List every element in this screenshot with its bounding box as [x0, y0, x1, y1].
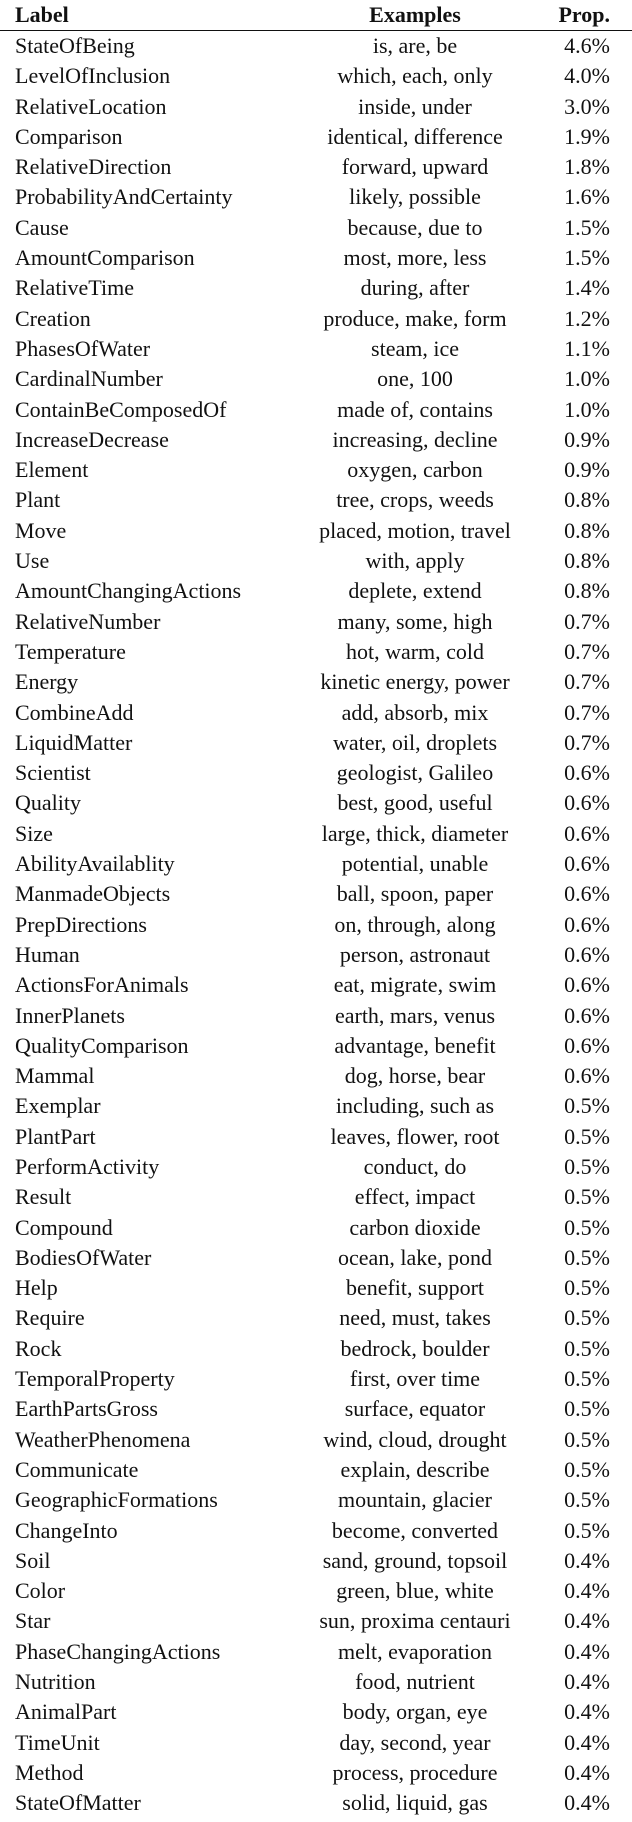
- table-row: [0, 546, 632, 576]
- table-row: [0, 31, 632, 62]
- cell-prop: 4.6%: [564, 33, 610, 58]
- table-row: [0, 1273, 632, 1303]
- cell-prop: 1.1%: [564, 335, 610, 361]
- cell-label: Result: [15, 1184, 72, 1210]
- cell-prop: 0.6%: [564, 972, 610, 998]
- cell-prop: 0.6%: [564, 1063, 610, 1089]
- cell-label: CombineAdd: [15, 699, 134, 725]
- cell-label: Require: [15, 1305, 85, 1331]
- cell-label: Compound: [15, 1214, 113, 1240]
- table-row: [0, 243, 632, 273]
- cell-examples: tree, crops, weeds: [336, 487, 494, 513]
- cell-prop: 0.7%: [564, 669, 610, 695]
- cell-examples: with, apply: [365, 548, 465, 574]
- table-row: [0, 1394, 632, 1424]
- cell-examples: food, nutrient: [355, 1669, 475, 1695]
- cell-prop: 0.9%: [564, 457, 610, 483]
- cell-examples: many, some, high: [337, 608, 493, 634]
- cell-label: PerformActivity: [15, 1153, 160, 1179]
- cell-examples: ocean, lake, pond: [338, 1244, 492, 1270]
- cell-label: Use: [15, 548, 50, 574]
- table-row: [0, 1788, 632, 1818]
- cell-label: AmountChangingActions: [15, 578, 242, 604]
- cell-prop: 0.9%: [564, 426, 610, 452]
- cell-examples: during, after: [360, 275, 470, 301]
- cell-label: Nutrition: [15, 1669, 96, 1695]
- cell-prop: 0.6%: [564, 1002, 610, 1028]
- cell-prop: 0.5%: [564, 1396, 610, 1422]
- table-row: [0, 1637, 632, 1667]
- table-row: [0, 576, 632, 606]
- cell-prop: 0.5%: [564, 1456, 610, 1482]
- table-row: [0, 1546, 632, 1576]
- cell-examples: potential, unable: [341, 851, 489, 877]
- cell-label: ManmadeObjects: [15, 881, 171, 907]
- cell-label: IncreaseDecrease: [15, 426, 169, 452]
- cell-examples: large, thick, diameter: [321, 820, 509, 846]
- table-row: [0, 1425, 632, 1455]
- cell-prop: 0.6%: [564, 820, 610, 846]
- cell-label: AmountComparison: [15, 245, 195, 271]
- table-row: [0, 122, 632, 152]
- cell-label: Communicate: [15, 1456, 139, 1482]
- cell-label: Scientist: [15, 760, 91, 786]
- cell-examples: likely, possible: [349, 184, 481, 210]
- header-row: [0, 0, 632, 31]
- cell-label: StateOfBeing: [15, 33, 135, 58]
- cell-prop: 0.8%: [564, 517, 610, 543]
- cell-examples: increasing, decline: [332, 426, 498, 452]
- table-row: [0, 1576, 632, 1606]
- cell-prop: 0.4%: [564, 1729, 610, 1755]
- cell-examples: including, such as: [335, 1093, 495, 1119]
- cell-examples: benefit, support: [345, 1275, 485, 1301]
- cell-label: Quality: [15, 790, 81, 816]
- table-row: [0, 879, 632, 909]
- table-row: [0, 728, 632, 758]
- cell-label: AnimalPart: [15, 1699, 117, 1725]
- cell-label: Star: [15, 1608, 51, 1634]
- cell-label: Exemplar: [15, 1093, 101, 1119]
- table-row: [0, 1001, 632, 1031]
- cell-prop: 1.0%: [564, 366, 610, 392]
- cell-label: Help: [15, 1275, 58, 1301]
- cell-prop: 1.4%: [564, 275, 610, 301]
- cell-examples: most, more, less: [343, 245, 487, 271]
- cell-label: RelativeTime: [15, 275, 134, 301]
- cell-examples: inside, under: [358, 93, 472, 119]
- cell-examples: dog, horse, bear: [344, 1063, 486, 1089]
- table-row: [0, 1516, 632, 1546]
- cell-label: RelativeLocation: [15, 93, 167, 119]
- table-row: [0, 364, 632, 394]
- cell-prop: 0.7%: [564, 729, 610, 755]
- cell-examples: oxygen, carbon: [347, 457, 483, 483]
- cell-prop: 0.5%: [564, 1275, 610, 1301]
- table-row: [0, 334, 632, 364]
- cell-label: Method: [15, 1759, 84, 1785]
- cell-examples: wind, cloud, drought: [323, 1426, 507, 1452]
- cell-prop: 4.0%: [564, 63, 610, 89]
- cell-prop: 0.4%: [564, 1547, 610, 1573]
- table-row: [0, 516, 632, 546]
- cell-prop: 0.5%: [564, 1335, 610, 1361]
- cell-prop: 0.7%: [564, 608, 610, 634]
- table-row: [0, 667, 632, 697]
- cell-prop: 0.5%: [564, 1426, 610, 1452]
- cell-label: Comparison: [15, 123, 123, 149]
- cell-examples: which, each, only: [337, 63, 493, 89]
- cell-prop: 0.4%: [564, 1669, 610, 1695]
- table-row: [0, 698, 632, 728]
- cell-prop: 1.5%: [564, 245, 610, 271]
- table-row: [0, 637, 632, 667]
- cell-prop: 0.5%: [564, 1214, 610, 1240]
- cell-prop: 0.5%: [564, 1244, 610, 1270]
- header-prop: Prop.: [540, 0, 632, 31]
- cell-prop: 0.6%: [564, 881, 610, 907]
- cell-label: ActionsForAnimals: [15, 972, 189, 998]
- cell-examples: deplete, extend: [348, 578, 482, 604]
- table-row: [0, 1364, 632, 1394]
- cell-label: CardinalNumber: [15, 366, 163, 392]
- cell-examples: best, good, useful: [337, 790, 493, 816]
- cell-label: LevelOfInclusion: [15, 63, 171, 89]
- table-row: [0, 1061, 632, 1091]
- table-row: [0, 1303, 632, 1333]
- table-row: [0, 910, 632, 940]
- cell-prop: 0.5%: [564, 1487, 610, 1513]
- cell-prop: 0.5%: [564, 1153, 610, 1179]
- cell-examples: made of, contains: [337, 396, 493, 422]
- cell-label: TimeUnit: [15, 1729, 100, 1755]
- cell-prop: 0.5%: [564, 1305, 610, 1331]
- table-row: [0, 819, 632, 849]
- cell-label: InnerPlanets: [15, 1002, 125, 1028]
- table-row: [0, 970, 632, 1000]
- cell-prop: 0.8%: [564, 487, 610, 513]
- cell-examples: add, absorb, mix: [341, 699, 489, 725]
- cell-examples: sand, ground, topsoil: [322, 1547, 508, 1573]
- cell-prop: 0.8%: [564, 548, 610, 574]
- cell-examples: leaves, flower, root: [330, 1123, 500, 1149]
- cell-prop: 0.7%: [564, 699, 610, 725]
- cell-examples: is, are, be: [372, 33, 458, 58]
- cell-examples: because, due to: [347, 214, 483, 240]
- cell-prop: 1.0%: [564, 396, 610, 422]
- cell-examples: kinetic energy, power: [320, 669, 510, 695]
- cell-prop: 3.0%: [564, 93, 610, 119]
- table-row: [0, 1213, 632, 1243]
- cell-prop: 0.5%: [564, 1093, 610, 1119]
- cell-label: ProbabilityAndCertainty: [15, 184, 233, 210]
- cell-label: Human: [15, 941, 80, 967]
- cell-examples: green, blue, white: [336, 1578, 494, 1604]
- cell-label: PhaseChangingActions: [15, 1638, 221, 1664]
- cell-examples: produce, make, form: [323, 305, 507, 331]
- cell-label: Size: [15, 820, 53, 846]
- table-row: [0, 395, 632, 425]
- cell-examples: sun, proxima centauri: [319, 1608, 511, 1634]
- cell-label: QualityComparison: [15, 1032, 189, 1058]
- cell-label: PhasesOfWater: [15, 335, 151, 361]
- cell-examples: earth, mars, venus: [334, 1002, 496, 1028]
- table-row: [0, 425, 632, 455]
- cell-examples: explain, describe: [340, 1456, 490, 1482]
- cell-examples: on, through, along: [334, 911, 496, 937]
- table-row: [0, 1243, 632, 1273]
- table-row: [0, 455, 632, 485]
- cell-prop: 0.5%: [564, 1517, 610, 1543]
- table-row: [0, 1334, 632, 1364]
- cell-prop: 0.5%: [564, 1123, 610, 1149]
- cell-label: PlantPart: [15, 1123, 96, 1149]
- cell-label: PrepDirections: [15, 911, 147, 937]
- cell-prop: 0.4%: [564, 1608, 610, 1634]
- cell-examples: water, oil, droplets: [332, 729, 498, 755]
- table-row: [0, 1667, 632, 1697]
- cell-prop: 0.5%: [564, 1184, 610, 1210]
- cell-prop: 0.6%: [564, 760, 610, 786]
- table-row: [0, 1031, 632, 1061]
- table-row: [0, 61, 632, 91]
- cell-prop: 0.6%: [564, 790, 610, 816]
- cell-label: ContainBeComposedOf: [15, 396, 227, 422]
- cell-examples: carbon dioxide: [349, 1214, 481, 1240]
- cell-label: Rock: [15, 1335, 62, 1361]
- table-row: [0, 485, 632, 515]
- cell-examples: solid, liquid, gas: [342, 1790, 488, 1816]
- table-row: [0, 788, 632, 818]
- table-row: [0, 213, 632, 243]
- cell-label: RelativeNumber: [15, 608, 161, 634]
- header-examples: Examples: [290, 0, 540, 31]
- table-row: [0, 1455, 632, 1485]
- cell-examples: surface, equator: [344, 1396, 486, 1422]
- cell-examples: ball, spoon, paper: [336, 881, 494, 907]
- cell-examples: body, organ, eye: [342, 1699, 488, 1725]
- cell-examples: bedrock, boulder: [340, 1335, 490, 1361]
- cell-examples: identical, difference: [327, 123, 503, 149]
- cell-label: Temperature: [15, 638, 126, 664]
- cell-examples: become, converted: [331, 1517, 499, 1543]
- cell-label: TemporalProperty: [15, 1366, 175, 1392]
- cell-label: Move: [15, 517, 67, 543]
- cell-label: Plant: [15, 487, 61, 513]
- table-row: [0, 304, 632, 334]
- table-row: [0, 92, 632, 122]
- cell-prop: 0.4%: [564, 1578, 610, 1604]
- cell-prop: 0.6%: [564, 911, 610, 937]
- table-row: [0, 152, 632, 182]
- table-row: [0, 607, 632, 637]
- cell-prop: 0.6%: [564, 851, 610, 877]
- cell-examples: placed, motion, travel: [319, 517, 511, 543]
- cell-examples: eat, migrate, swim: [333, 972, 497, 998]
- table-row: [0, 1182, 632, 1212]
- table-row: [0, 273, 632, 303]
- table-row: [0, 1728, 632, 1758]
- cell-examples: first, over time: [349, 1366, 481, 1392]
- table-row: [0, 1606, 632, 1636]
- cell-examples: one, 100: [377, 366, 453, 392]
- cell-examples: effect, impact: [354, 1184, 476, 1210]
- cell-examples: person, astronaut: [339, 941, 491, 967]
- cell-label: EarthPartsGross: [15, 1396, 158, 1422]
- cell-prop: 0.4%: [564, 1638, 610, 1664]
- cell-prop: 0.4%: [564, 1699, 610, 1725]
- cell-prop: 0.6%: [564, 1032, 610, 1058]
- cell-label: Soil: [15, 1547, 51, 1573]
- cell-examples: need, must, takes: [339, 1305, 491, 1331]
- cell-prop: 0.7%: [564, 638, 610, 664]
- cell-examples: mountain, glacier: [338, 1487, 492, 1513]
- cell-label: Energy: [15, 669, 79, 695]
- cell-examples: hot, warm, cold: [345, 638, 485, 664]
- cell-examples: geologist, Galileo: [336, 760, 494, 786]
- cell-prop: 0.6%: [564, 941, 610, 967]
- cell-label: WeatherPhenomena: [15, 1426, 191, 1452]
- cell-label: Mammal: [15, 1063, 95, 1089]
- cell-label: AbilityAvailablity: [15, 851, 175, 877]
- cell-examples: day, second, year: [339, 1729, 491, 1755]
- table-row: [0, 1485, 632, 1515]
- table-row: [0, 1758, 632, 1788]
- cell-examples: advantage, benefit: [334, 1032, 496, 1058]
- table-row: [0, 849, 632, 879]
- cell-label: StateOfMatter: [15, 1790, 141, 1816]
- cell-prop: 1.2%: [564, 305, 610, 331]
- cell-prop: 0.4%: [564, 1759, 610, 1785]
- cell-label: Cause: [15, 214, 69, 240]
- cell-prop: 1.8%: [564, 154, 610, 180]
- table-row: [0, 1091, 632, 1121]
- table-row: [0, 758, 632, 788]
- cell-prop: 1.5%: [564, 214, 610, 240]
- table-row: [0, 1697, 632, 1727]
- cell-label: Color: [15, 1578, 66, 1604]
- cell-prop: 0.8%: [564, 578, 610, 604]
- header-label: Label: [0, 0, 290, 31]
- cell-prop: 1.6%: [564, 184, 610, 210]
- cell-label: GeographicFormations: [15, 1487, 218, 1513]
- table-row: [0, 940, 632, 970]
- cell-label: Element: [15, 457, 89, 483]
- cell-label: RelativeDirection: [15, 154, 172, 180]
- cell-examples: conduct, do: [363, 1153, 467, 1179]
- cell-prop: 1.9%: [564, 123, 610, 149]
- cell-examples: steam, ice: [371, 335, 459, 361]
- table-row: [0, 1122, 632, 1152]
- cell-prop: 0.4%: [564, 1790, 610, 1816]
- cell-label: BodiesOfWater: [15, 1244, 152, 1270]
- table-row: [0, 182, 632, 212]
- cell-examples: process, procedure: [332, 1759, 498, 1785]
- cell-label: LiquidMatter: [15, 729, 133, 755]
- cell-examples: melt, evaporation: [338, 1638, 492, 1664]
- cell-label: Creation: [15, 305, 91, 331]
- table-row: [0, 1152, 632, 1182]
- cell-examples: forward, upward: [341, 154, 489, 180]
- cell-label: ChangeInto: [15, 1517, 118, 1543]
- cell-prop: 0.5%: [564, 1366, 610, 1392]
